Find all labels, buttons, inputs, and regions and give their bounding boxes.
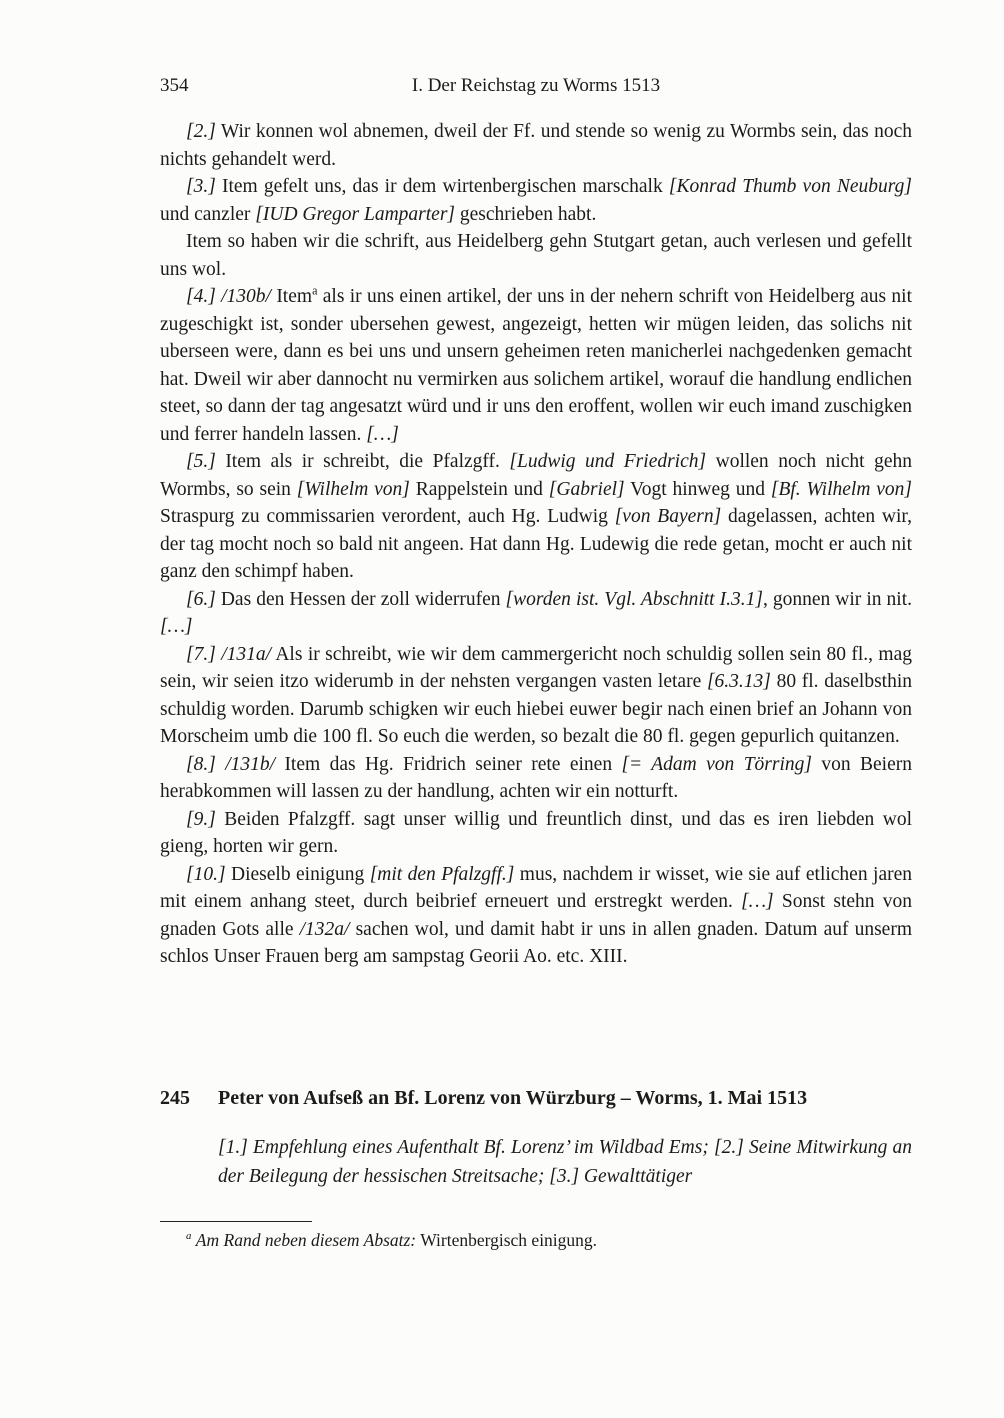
footnote-separator [160,1221,312,1222]
text-run: [IUD Gregor Lamparter] [255,203,456,225]
text-run: [9.] [186,808,216,830]
text-run: mus, nachdem ir wisset, wie sie auf etlichen jaren mit einem anhang steet, durch beibrief erneuert und erstregkt werden. [160,863,912,912]
text-run: Item so haben wir die schrift, aus Heidelberg gehn Stutgart getan, auch verlesen und gefellt uns wol. [160,231,912,280]
text-run: [4.] /130b/ [186,286,271,307]
text-run: und canzler [160,203,256,225]
paragraph [160,586,912,641]
text-run: [Konrad Thumb von Neuburg] [668,176,912,197]
text-run: Item gefelt uns, das ir dem wirtenbergischen marschalk [215,176,669,197]
entry-heading [160,1085,912,1112]
text-run: von Beiern herabkommen will lassen zu der handlung, achten wir ein notturft. [160,753,913,802]
text-run: [5.] [186,451,216,472]
text-run: [von Bayern] [614,506,722,527]
text-run: […] [366,423,399,445]
text-run: [Wilhelm von] [296,478,410,500]
paragraph [160,118,912,173]
text-run: Wirtenbergisch einigung. [416,1230,598,1250]
text-run: Item [270,286,313,307]
text-run: /132a/ [299,918,350,940]
running-header: I. Der Reichstag zu Worms 1513 [411,75,661,96]
paragraph [160,448,912,586]
paragraph [160,173,912,228]
paragraph [160,641,912,751]
text-run: sachen wol, und damit habt ir uns in allen gnaden. Datum auf unserm schlos Unser Frauen berg am sampstag Georii Ao. etc. XIII. [160,918,912,967]
footnote-marker: a [186,1230,192,1243]
entry-number: 245 [160,1087,190,1109]
text-run: [Ludwig und Friedrich] [509,451,707,472]
paragraph [160,283,912,448]
paragraph [160,861,912,971]
text-run: [10.] [186,863,226,885]
text-run: [mit den Pfalzgff.] [369,863,515,885]
text-run: Beiden Pfalzgff. sagt unser willig und freuntlich dinst, und das es iren liebden wol gieng, horten wir gern. [160,808,912,857]
text-run: 80 fl. daselbsthin schuldig worden. Darumb schigken wir euch hiebei euwer begir nach einen brief an Johann von Morscheim umb die 100 fl. So euch die werden, so bezalt die 80 fl. gegen gepurlich quitanzen. [160,671,912,747]
text-run: [Gabriel] [548,478,625,500]
text-run: Straspurg zu commissarien verordent, auch Hg. Ludwig [160,506,615,527]
entry-title: Peter von Aufseß an Bf. Lorenz von Würzburg – Worms, 1. Mai 1513 [218,1087,808,1109]
text-run: geschrieben habt. [455,203,597,225]
text-run: [3.] [186,176,216,197]
text-run: Sonst stehn von gnaden Gots alle [160,891,912,940]
footnote-text [160,1229,912,1252]
paragraph [160,751,912,806]
text-run: Das den Hessen der zoll widerrufen [215,588,506,610]
body-paragraphs [160,118,912,971]
text-block [160,74,912,971]
paragraph [160,228,912,283]
text-run: [= Adam von Törring] [621,753,812,775]
text-run: Am Rand neben diesem Absatz: [195,1230,417,1250]
text-run: Wir konnen wol abnemen, dweil der Ff. und stende so wenig zu Wormbs sein, das noch nichts gehandelt werd. [160,121,912,170]
summary-paragraph [218,1134,912,1191]
text-run: [7.] /131a/ [186,643,272,665]
text-run: […] [160,616,193,637]
footnote-block [160,1221,912,1252]
text-run: [6.3.13] [706,671,771,692]
text-run: Rappelstein und [409,478,549,500]
text-run: Vogt hinweg und [624,478,771,500]
footnote-marker: a [312,283,318,298]
page-number: 354 [160,75,189,96]
text-run: dagelassen, achten wir, der tag mocht noch so bald nit angeen. Hat dann Hg. Ludewig die rede getan, mocht er auch nit ganz den schimpf haben. [160,506,912,582]
text-run: […] [741,891,774,912]
paragraph [160,806,912,861]
text-run: [2.] [186,121,216,142]
text-run: [8.] /131b/ [186,753,276,775]
text-run: [1.] Empfehlung eines Aufenthalt Bf. Lorenz’ im Wildbad Ems; [2.] Seine Mitwirkung an der Beilegung der hessischen Streitsache; [3.] Gewalttätiger [218,1137,912,1187]
text-run: , gonnen wir in nit. [762,588,912,610]
text-run: Dieselb einigung [225,863,370,885]
text-run: Item das Hg. Fridrich seiner rete einen [275,753,622,775]
page-header [160,74,912,100]
text-run: [worden ist. Vgl. Abschnitt I.3.1] [505,588,763,610]
text-run: [6.] [186,588,216,610]
text-run: wollen noch nicht gehn Wormbs, so sein [160,451,913,500]
text-run: als ir uns einen artikel, der uns in der nehern schrift von Heidelberg aus nit zugeschigkt ist, sonder ubersehen gewest, angezeigt, hetten wir mügen leiden, das solichs nit uberseen were, dann es bei uns und unsern geheimen reten manicherlei nachgedenken gemacht hat. Dweil wir aber dannocht nu vermirken aus solichem artikel, worauf die handlung endlichen steet, so dann der tag angesatzt würd und ir uns den eroffent, wollen wir euch imand zuschigken und ferrer handeln lassen. [160,286,913,445]
text-run: [Bf. Wilhelm von] [770,478,913,500]
text-run: Als ir schreibt, wie wir dem cammergericht noch schuldig sollen sein 80 fl., mag sein, wir seien itzo widerumb in der nehsten vergangen vasten letare [160,643,912,692]
text-run: Item als ir schreibt, die Pfalzgff. [215,451,510,472]
